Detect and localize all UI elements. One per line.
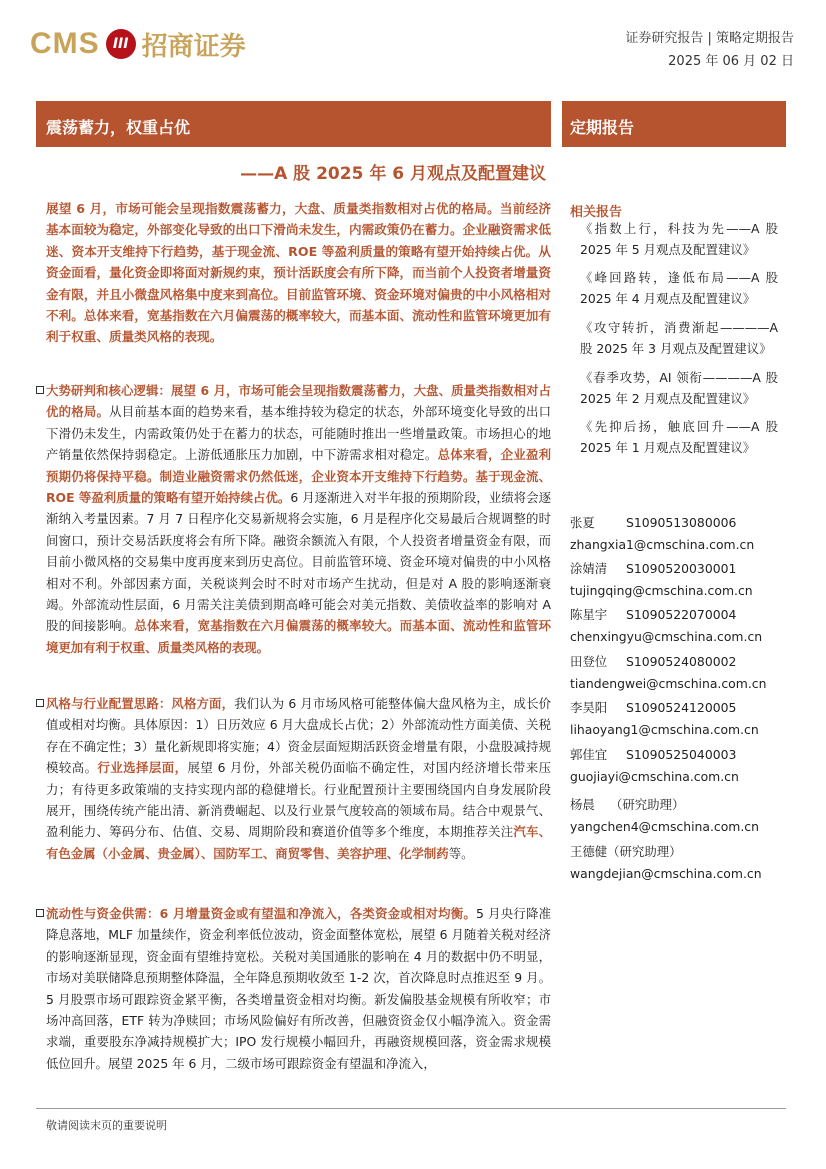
cms-logo	[30, 22, 246, 66]
analyst-name: 李昊阳	[570, 700, 608, 715]
sidebar-title: 定期报告	[570, 118, 635, 137]
related-report-link[interactable]: 《指数上行，科技为先——A 股 2025 年 5 月观点及配置建议》	[580, 221, 778, 257]
report-type: 证券研究报告 | 策略定期报告	[625, 31, 794, 46]
analyst-name: 王德健	[570, 844, 608, 859]
analyst-name-cert	[570, 559, 736, 577]
section-text: 从目前基本面的趋势来看，基本维持较为稳定的状态，外部环境变化导致的出口下滑仍未发生，内需政策仍处于在蓄力的状态，可能随时推出一些增量政策。市场担心的地产销量依然保持弱稳定。上游低通胀压力加剧，中下游需求相对稳定。	[46, 404, 552, 463]
analyst-cert: （研究助理）	[607, 844, 682, 859]
related-report-link[interactable]: 《峰回路转，逢低布局——A 股 2025 年 4 月观点及配置建议》	[580, 270, 778, 306]
analyst-name-cert	[570, 745, 736, 763]
section-style-industry	[46, 693, 551, 864]
related-reports-label: 相关报告	[570, 205, 623, 220]
section-market-logic	[46, 380, 551, 658]
report-subtitle: ——A 股 2025 年 6 月观点及配置建议	[240, 164, 546, 184]
checkbox-bullet-icon	[36, 386, 44, 394]
analyst-email[interactable]: guojiayi@cmschina.com.cn	[570, 769, 739, 784]
analyst-cert: S1090525040003	[626, 747, 737, 762]
analyst-name-cert	[570, 698, 736, 716]
section-text: 展望 6 月份，外部关税仍面临不确定性，对国内经济增长带来压力；有待更多政策端的支持实现内部的稳健增长。行业配置预计主要围绕国内自身发展阶段展开，围绕传统产能出清、新消费崛起、以及行业景气度较高的领域布局。结合中观景气、盈利能力、筹码分布、估值、交易、周期阶段和赛道价值等多个维度，本期推荐关注	[46, 760, 552, 840]
section-emphasis: 汽车、有色金属（小金属、贵金属）、国防军工、商贸零售、美容护理、化学制药	[46, 824, 552, 861]
analyst-name: 张夏	[570, 515, 595, 530]
analyst-name: 涂婧清	[570, 561, 608, 576]
analyst-email[interactable]: tiandengwei@cmschina.com.cn	[570, 676, 767, 691]
analyst-email[interactable]: tujingqing@cmschina.com.cn	[570, 583, 753, 598]
analyst-name-cert	[570, 842, 682, 860]
analyst-email[interactable]: chenxingyu@cmschina.com.cn	[570, 629, 763, 644]
analyst-name: 杨晨	[570, 797, 595, 812]
analyst-name: 郭佳宜	[570, 747, 608, 762]
section-liquidity	[46, 903, 551, 1074]
analyst-name-cert	[570, 652, 736, 670]
section-emphasis: 总体来看，宽基指数在六月偏震荡的概率较大。而基本面、流动性和监管环境更加有利于权重、质量类风格的表现。	[46, 618, 552, 655]
checkbox-bullet-icon	[36, 909, 44, 917]
logo-chinese: 招商证券	[141, 31, 246, 62]
report-title: 震荡蓄力，权重占优	[46, 118, 191, 137]
checkbox-bullet-icon	[36, 699, 44, 707]
section-emphasis: 行业选择层面，	[97, 760, 188, 776]
analyst-name-cert	[570, 605, 736, 623]
summary-paragraph: 展望 6 月，市场可能会呈现指数震荡蓄力，大盘、质量类指数相对占优的格局。当前经济基本面较为稳定，外部变化导致的出口下滑尚未发生，内需政策仍在蓄力。企业融资需求低迷、资本开支维持下行趋势，基于现金流、ROE 等盈利质量的策略有望开始持续占优。从资金面看，量化资金即将面对新规约束，预计活跃度会有所下降，而当前个人投资者增量资金有限，并且小微盘风格集中度来到高位。目前监管环境、资金环境对偏贵的中小风格相对不利。总体来看，宽基指数在六月偏震荡的概率较大，而基本面、流动性和监管环境更加有利于权重、质量类风格的表现。	[46, 201, 551, 345]
analyst-cert: S1090522070004	[626, 607, 737, 622]
logo-emblem-icon: III	[106, 29, 136, 59]
section-emphasis: 总体来看，企业盈利预期仍将保持平稳。制造业融资需求仍然低迷，企业资本开支维持下行趋势。基于现金流、ROE 等盈利质量的策略有望开始持续占优。	[46, 447, 552, 506]
footer-disclaimer: 敬请阅读末页的重要说明	[46, 1119, 167, 1132]
analyst-email[interactable]: zhangxia1@cmschina.com.cn	[570, 537, 755, 552]
analyst-email[interactable]: lihaoyang1@cmschina.com.cn	[570, 722, 759, 737]
logo-latin: CMS	[30, 27, 100, 60]
section-text: 5 月央行降准降息落地，MLF 加量续作，资金利率低位波动，资金面整体宽松，展望 6 月随着关税对经济的影响逐渐显现，资金面有望维持宽松。关税对美国通胀的影响在 4 月的数据中仍不明显，市场对美联储降息预期整体降温，全年降息预期收敛至 1-2 次，首次降息时点推迟至 9 月。5 月股票市场可跟踪资金紧平衡，各类增量资金相对均衡。新发偏股基金规模有所收窄；市场冲高回落，ETF 转为净赎回；市场风险偏好有所改善，但融资资金仅小幅净流入。资金需求端，重要股东净减持规模扩大；IPO 发行规模小幅回升，再融资规模回落，资金需求规模低位回升。展望 2025 年 6 月，二级市场可跟踪资金有望温和净流入，	[46, 906, 551, 1071]
related-report-link[interactable]: 《攻守转折，消费渐起————A 股 2025 年 3 月观点及配置建议》	[580, 320, 778, 356]
section-lead: 大势研判和核心逻辑：展望 6 月，市场可能会呈现指数震荡蓄力，大盘、质量类指数相对占优的格局。	[46, 383, 551, 420]
analyst-email[interactable]: yangchen4@cmschina.com.cn	[570, 819, 759, 834]
section-text: 等。	[448, 845, 474, 861]
analyst-name: 陈星宇	[570, 607, 608, 622]
section-text: 我们认为 6 月市场风格可能整体偏大盘风格为主，成长价值或相对均衡。具体原因：1）日历效应 6 月大盘成长占优；2）外部流动性方面美债、关税存在不确定性；3）量化新规即将实施；4）资金层面短期活跃资金增量有限，小盘股减持规模较高。	[46, 696, 551, 776]
report-date: 2025 年 06 月 02 日	[668, 54, 794, 69]
analyst-cert: S1090513080006	[626, 515, 737, 530]
analyst-cert: （研究助理）	[610, 797, 685, 812]
footer-divider	[36, 1108, 786, 1109]
analyst-name-cert	[570, 513, 736, 531]
analyst-name: 田登位	[570, 654, 608, 669]
related-report-link[interactable]: 《先抑后扬，触底回升——A 股 2025 年 1 月观点及配置建议》	[580, 419, 778, 455]
analyst-email[interactable]: wangdejian@cmschina.com.cn	[570, 866, 762, 881]
section-lead: 流动性与资金供需：6 月增量资金或有望温和净流入，各类资金或相对均衡。	[46, 906, 477, 921]
analyst-name-cert	[570, 795, 684, 813]
analyst-cert: S1090524080002	[626, 654, 737, 669]
related-report-link[interactable]: 《春季攻势，AI 领衔————A 股 2025 年 2 月观点及配置建议》	[580, 370, 778, 406]
analyst-cert: S1090524120005	[626, 700, 737, 715]
section-lead: 风格与行业配置思路：风格方面，	[46, 696, 235, 711]
analyst-cert: S1090520030001	[626, 561, 737, 576]
section-text: 6 月逐渐进入对半年报的预期阶段，业绩将会逐渐纳入考量因素。7 月 7 日程序化交易新规将会实施，6 月是程序化交易最后合规调整的时间窗口，预计交易活跃度将会有所下降。融资余额流入有限，个人投资者增量资金有限，而目前小微风格的交易集中度再度来到历史高位。目前监管环境、资金环境对偏贵的中小风格相对不利。外部因素方面，关税谈判会时不时对市场产生扰动，但是对 A 股的影响逐渐衰竭。外部流动性层面，6 月需关注美债到期高峰可能会对美元指数、美债收益率的影响对 A 股的间接影响。	[46, 490, 551, 634]
